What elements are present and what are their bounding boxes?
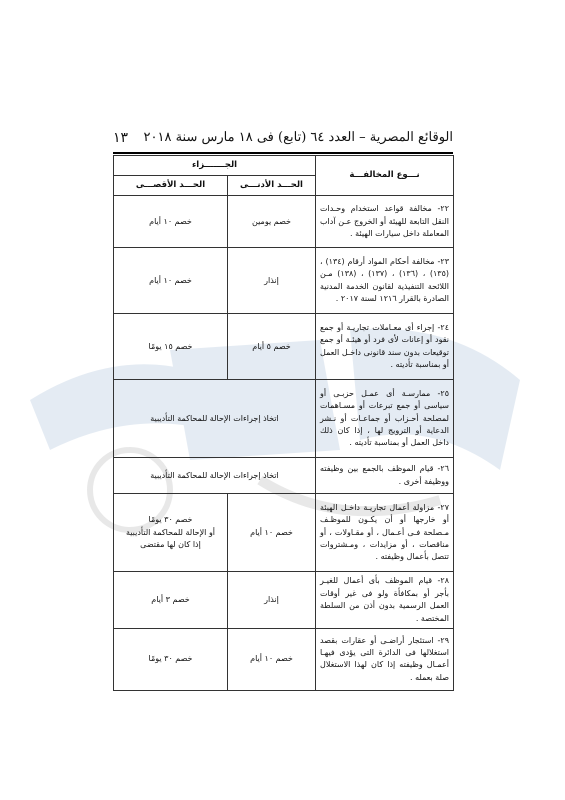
violation-type-header: نـــوع المخالفـــة <box>316 156 454 196</box>
violation-cell: ٢٨- قيام الموظف بأى أعمال للغيـر بأجر أو بمكافأة ولو فى غير أوقات العمل الرسمية بدون أذن من السلطة المختصة . <box>316 572 454 629</box>
penalties-table <box>113 155 454 691</box>
table-row <box>114 196 454 248</box>
page-header <box>113 130 453 154</box>
max-penalty-cell <box>114 494 228 572</box>
table-row <box>114 458 454 494</box>
max-penalty-header: الحـــد الأقصـــى <box>114 176 228 196</box>
max-penalty-line: إذا كان لها مقتضى <box>140 540 201 550</box>
min-penalty-cell: خصم ١٠ أيام <box>228 494 316 572</box>
violation-cell: ٢٣- مخالفة أحكام المواد أرقام (١٣٤) ، (١٣٥) ، (١٣٦) ، (١٣٧) ، (١٣٨) مـن اللائحة التنفيذية لقانون الخدمة المدنية الصادرة بالقرار ١٢١٦ لسنة ٢٠١٧ . <box>316 248 454 314</box>
max-penalty-line: خصم ٣٠ يومًا <box>148 515 193 525</box>
gazette-title: الوقائع المصرية – العدد ٦٤ (تابع) فى ١٨ مارس سنة ٢٠١٨ <box>143 130 453 145</box>
table-row <box>114 248 454 314</box>
violation-cell: ٢٤- إجراء أى معـاملات تجاريـة أو جمع نقود أو إعانات لأى فرد أو هيئـة أو جمع توقيعات بدون سند قانونى داخـل العمل أو بمناسبة تأديته . <box>316 314 454 380</box>
max-penalty-cell: خصم ١٠ أيام <box>114 248 228 314</box>
max-penalty-cell: خصم ٣ أيام <box>114 572 228 629</box>
violation-cell: ٢٧- مزاولة أعمال تجاريـة داخـل الهيئة أو خارجها أو أن يكـون للموظـف مـصلحة فـى أعـمال ، أو مقـاولات ، أو مناقصات ، أو مزايدات ، ومـشتروات تتصل بأعمال وظيفته . <box>316 494 454 572</box>
table-row <box>114 380 454 458</box>
page-number: ١٣ <box>113 130 129 146</box>
merged-penalty-cell: اتخاذ إجراءات الإحالة للمحاكمة التأديبية <box>114 458 316 494</box>
min-penalty-cell: إنذار <box>228 248 316 314</box>
min-penalty-cell: خصم ٥ أيام <box>228 314 316 380</box>
max-penalty-cell: خصم ١٠ أيام <box>114 196 228 248</box>
violation-cell: ٢٩- استئجار أراضـى أو عقارات بقصد استغلالها فى الدائرة التى يؤدى فيهـا أعمـال وظيفته إذا كان لهذا الاستغلال صلة بعمله . <box>316 628 454 690</box>
table-row <box>114 494 454 572</box>
max-penalty-cell: خصم ١٥ يومًا <box>114 314 228 380</box>
max-penalty-line: أو الإحالة للمحاكمة التأديبية <box>125 527 216 537</box>
violation-cell: ٢٥- ممارسـة أى عمـل حزبـى أو سياسى أو جمع تبرعات أو مسـاهمات لمصلحة أحـزاب أو جماعـات أو نـشر الدعاية أو الترويج لها ، إذا كان ذلك داخل العمل أو بمناسبة تأديته . <box>316 380 454 458</box>
violation-cell: ٢٦- قيام الموظف بالجمع بين وظيفته ووظيفة أخرى . <box>316 458 454 494</box>
min-penalty-cell: خصم ١٠ أيام <box>228 628 316 690</box>
max-penalty-cell: خصم ٣٠ يومًا <box>114 628 228 690</box>
min-penalty-header: الحـــد الأدنـــى <box>228 176 316 196</box>
penalty-header: الجـــــــزاء <box>114 156 316 176</box>
min-penalty-cell: خصم يومين <box>228 196 316 248</box>
min-penalty-cell: إنذار <box>228 572 316 629</box>
merged-penalty-cell: اتخاذ إجراءات الإحالة للمحاكمة التأديبية <box>114 380 316 458</box>
table-row <box>114 572 454 629</box>
table-row <box>114 628 454 690</box>
violation-cell: ٢٢- مخالفة قواعد استخدام وحـدات النقل التابعة للهيئة أو الخروج عـن آداب المعاملة داخل سيارات الهيئة . <box>316 196 454 248</box>
table-row <box>114 314 454 380</box>
